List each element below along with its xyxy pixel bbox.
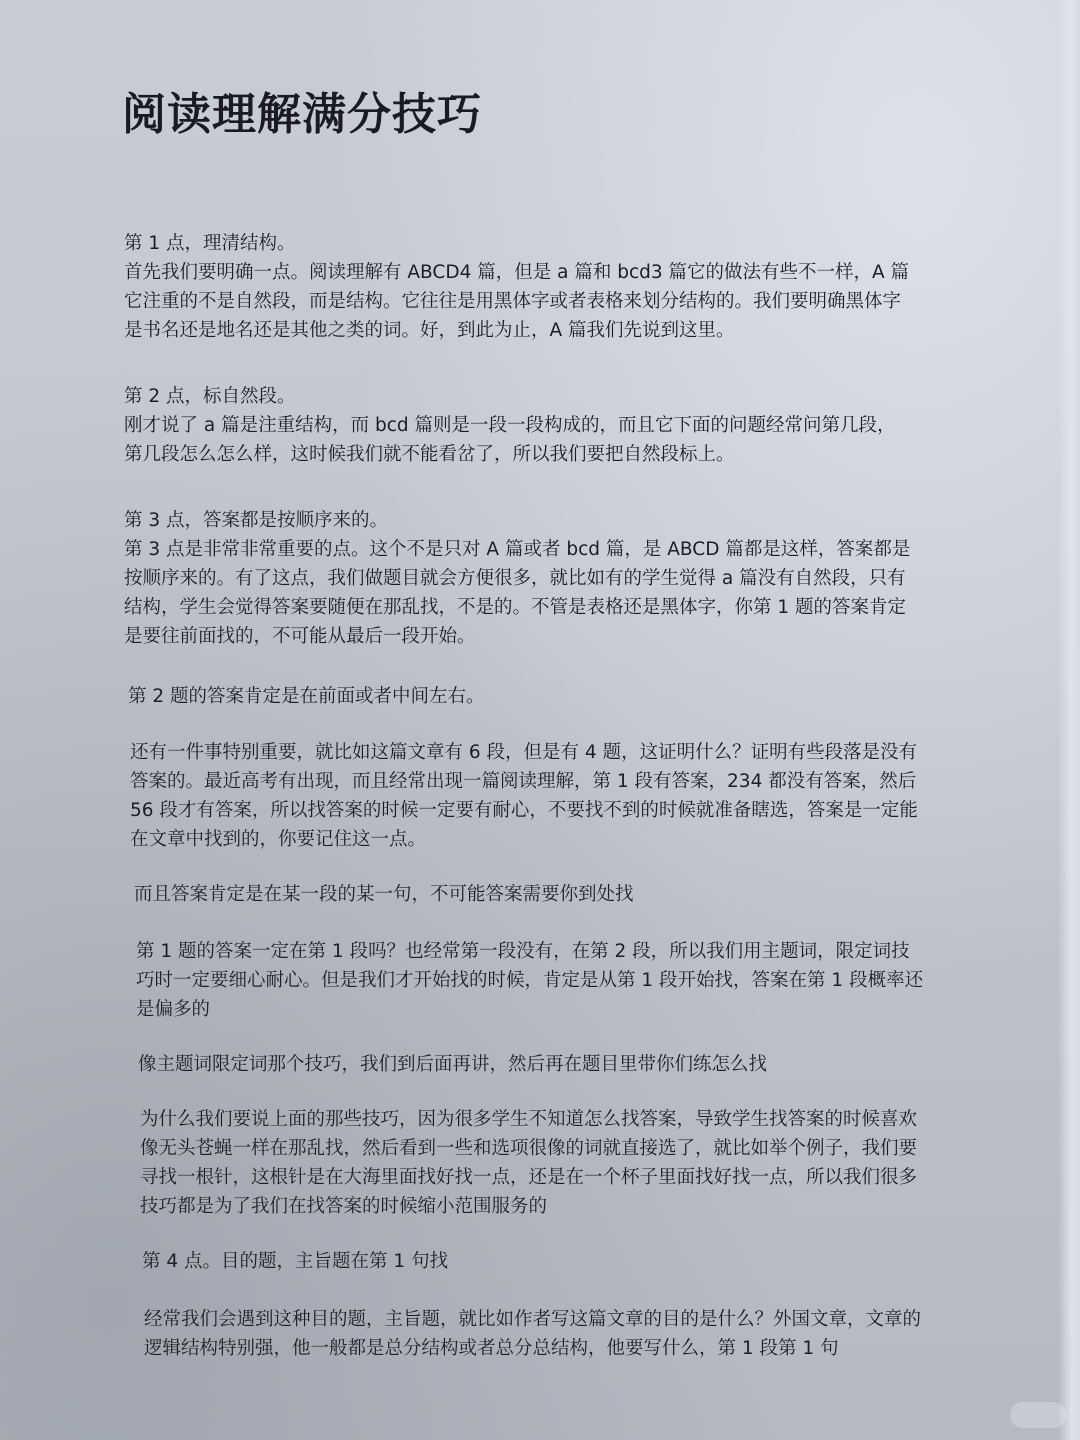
paragraph: 第 2 题的答案肯定是在前面或者中间左右。 (128, 686, 485, 707)
watermark-logo (1010, 1402, 1066, 1428)
page-title: 阅读理解满分技巧 (122, 89, 482, 140)
section-body: 首先我们要明确一点。阅读理解有 ABCD4 篇，但是 a 篇和 bcd3 篇它的做法有些不一样，A 篇它注重的不是自然段，而是结构。它往往是用黑体字或者表格来划分结构的。我们要明确黑体字是书名还是地名还是其他之类的词。好，到此为止，A 篇我们先说到这里。 (124, 262, 910, 341)
section-heading: 第 3 点，答案都是按顺序来的。 (124, 510, 389, 531)
paragraph: 像主题词限定词那个技巧，我们到后面再讲，然后再在题目里带你们练怎么找 (138, 1054, 768, 1075)
section-heading: 第 2 点，标自然段。 (124, 386, 296, 407)
page-edge (1058, 0, 1080, 1440)
section-body: 第 3 点是非常非常重要的点。这个不是只对 A 篇或者 bcd 篇，是 ABCD 篇都是这样，答案都是按顺序来的。有了这点，我们做题目就会方便很多，就比如有的学生觉得 a 篇没有自然段，只有结构，学生会觉得答案要随便在那乱找，不是的。不管是表格还是黑体字，你第 1 题的答案肯定是要往前面找的，不可能从最后一段开始。 (124, 539, 911, 647)
paragraph: 而且答案肯定是在某一段的某一句，不可能答案需要你到处找 (134, 884, 634, 905)
paragraph: 第 1 题的答案一定在第 1 段吗？也经常第一段没有，在第 2 段，所以我们用主题词，限定词技巧时一定要细心耐心。但是我们才开始找的时候，肯定是从第 1 段开始找，答案在第 1 段概率还是偏多的 (136, 941, 924, 1020)
paragraph: 经常我们会遇到这种目的题，主旨题，就比如作者写这篇文章的目的是什么？外国文章，文章的逻辑结构特别强，他一般都是总分结构或者总分总结构，他要写什么，第 1 段第 1 句 (144, 1309, 922, 1359)
paragraph: 第 4 点。目的题，主旨题在第 1 句找 (142, 1251, 449, 1272)
paragraph: 还有一件事特别重要，就比如这篇文章有 6 段，但是有 4 题，这证明什么？证明有些段落是没有答案的。最近高考有出现，而且经常出现一篇阅读理解，第 1 段有答案，234 都没有答案，然后 56 段才有答案，所以找答案的时候一定要有耐心，不要找不到的时候就准备瞎选，答案是一定能在文章中找到的，你要记住这一点。 (130, 742, 918, 850)
section-2 (124, 382, 914, 469)
section-3 (124, 506, 914, 651)
section-body: 刚才说了 a 篇是注重结构，而 bcd 篇则是一段一段构成的，而且它下面的问题经常问第几段，第几段怎么怎么样，这时候我们就不能看岔了，所以我们要把自然段标上。 (124, 415, 896, 465)
section-heading: 第 1 点，理清结构。 (124, 233, 296, 254)
section-1 (124, 229, 914, 345)
paragraph: 为什么我们要说上面的那些技巧，因为很多学生不知道怎么找答案，导致学生找答案的时候喜欢像无头苍蝇一样在那乱找，然后看到一些和选项很像的词就直接选了，就比如举个例子，我们要寻找一根针，这根针是在大海里面找好找一点，还是在一个杯子里面找好找一点，所以我们很多技巧都是为了我们在找答案的时候缩小范围服务的 (140, 1109, 918, 1217)
